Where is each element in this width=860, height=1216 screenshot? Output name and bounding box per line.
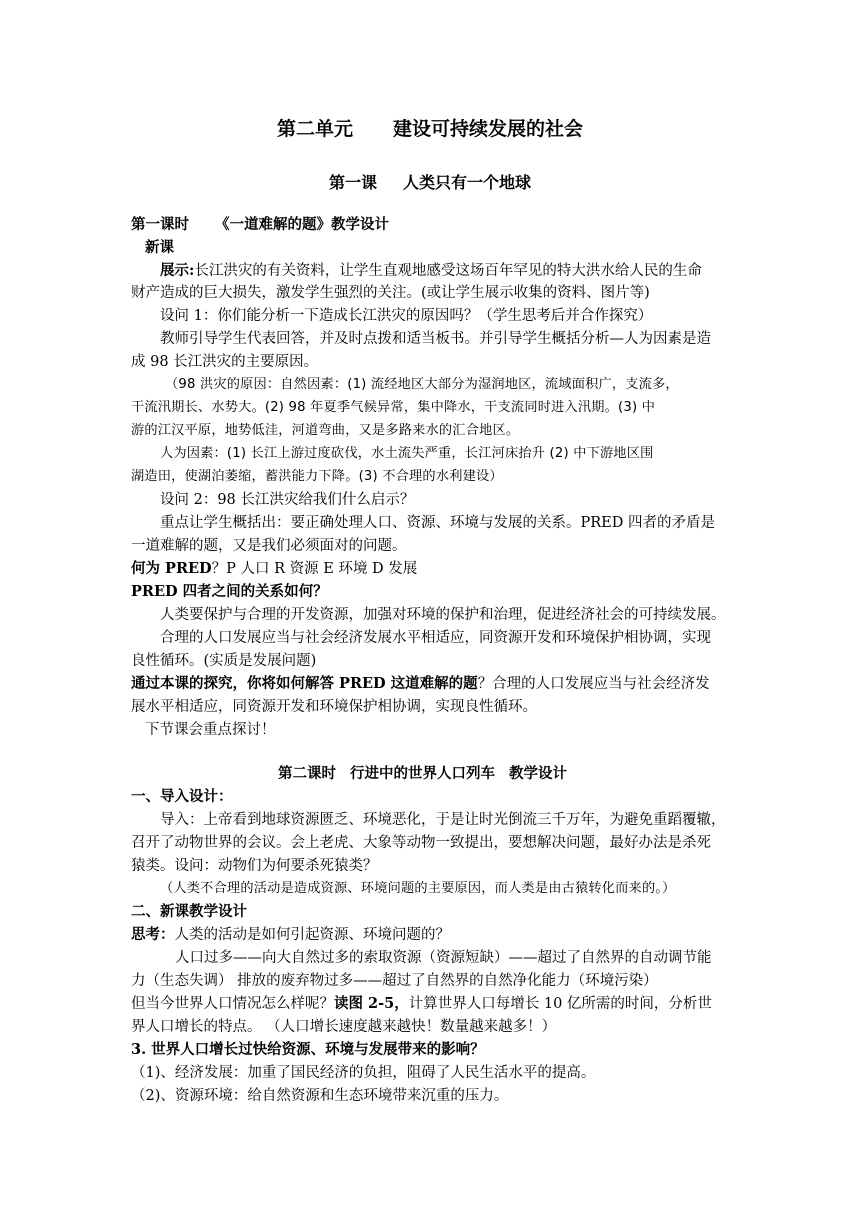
period-1-title: 《一道难解的题》教学设计 bbox=[215, 216, 389, 233]
text-span: 人类的活动是如何引起资源、环境问题的？ bbox=[174, 927, 450, 943]
pred-definition bbox=[131, 559, 417, 579]
section-2-heading: 二、新课教学设计 bbox=[131, 903, 247, 920]
paragraph-line: 展水平相适应，同资源开发和环境保护相协调，实现良性循环。 bbox=[131, 699, 537, 715]
summary-line bbox=[131, 674, 710, 694]
section-3-heading: 3. 世界人口增长过快给资源、环境与发展带来的影响？ bbox=[131, 1041, 485, 1058]
paragraph-line: 人口过多——向大自然过多的索取资源（资源短缺）——超过了自然界的自动调节能 bbox=[175, 950, 712, 966]
causes-line: 湖造田，使湖泊萎缩，蓄洪能力下降。(3) 不合理的水利建设） bbox=[131, 469, 503, 484]
text-span: 长江洪灾的有关资料，让学生直观地感受这场百年罕见的特大洪水给人民的生命 bbox=[194, 263, 702, 279]
text-span: ？P 人口 R 资源 E 环境 D 发展 bbox=[211, 561, 418, 577]
paragraph-line bbox=[160, 261, 702, 281]
causes-line: （98 洪灾的原因：自然因素：(1) 流经地区大部分为湿润地区，流域面积广，支流多， bbox=[165, 377, 679, 392]
paragraph-line: 猿类。设问：动物们为何要杀死猿类？ bbox=[131, 858, 378, 874]
think-label: 思考： bbox=[131, 926, 175, 943]
question-2: 设问 2：98 长江洪灾给我们什么启示？ bbox=[160, 492, 415, 508]
paragraph-line: 召开了动物世界的会议。会上老虎、大象等动物一致提出，要想解决问题，最好办法是杀死 bbox=[131, 835, 711, 851]
text-span: 计算世界人口每增长 10 亿所需的时间，分析世 bbox=[408, 996, 712, 1012]
pred-relation-heading: PRED 四者之间的关系如何？ bbox=[131, 583, 328, 600]
paragraph-line: 力（生态失调） 排放的废弃物过多——超过了自然界的自然净化能力（环境污染） bbox=[131, 973, 658, 989]
impact-environment: （2)、资源环境：给自然资源和生态环境带来沉重的压力。 bbox=[131, 1088, 509, 1104]
period-2-number: 第二课时 bbox=[278, 765, 336, 782]
unit-title bbox=[0, 117, 860, 141]
summary-question: 通过本课的探究，你将如何解答 PRED 这道难解的题 bbox=[131, 675, 478, 692]
lesson-title bbox=[0, 172, 860, 194]
period-1-number: 第一课时 bbox=[131, 216, 189, 233]
answer-line: （人类不合理的活动是造成资源、环境问题的主要原因，而人类是由古猿转化而来的。） bbox=[160, 881, 676, 896]
paragraph-line: 界人口增长的特点。 （人口增长速度越来越快！数量越来越多！） bbox=[131, 1019, 557, 1035]
causes-line: 干流汛期长、水势大。(2) 98 年夏季气候异常，集中降水，干支流同时进入汛期。(3) 中 bbox=[131, 400, 656, 415]
paragraph-line: 导入：上帝看到地球资源匮乏、环境恶化，于是让时光倒流三千万年，为避免重蹈覆辙， bbox=[160, 812, 726, 828]
paragraph-line: 成 98 长江洪灾的主要原因。 bbox=[131, 354, 319, 370]
period-1-heading bbox=[131, 215, 389, 235]
paragraph-line: 人类要保护与合理的开发资源，加强对环境的保护和治理，促进经济社会的可持续发展。 bbox=[160, 607, 726, 623]
text-span: ？合理的人口发展应当与社会经济发 bbox=[477, 676, 710, 692]
question-1: 设问 1：你们能分析一下造成长江洪灾的原因吗？（学生思考后并合作探究） bbox=[160, 308, 653, 324]
show-label: 展示: bbox=[160, 262, 195, 279]
causes-line: 游的江汉平原，地势低洼，河道弯曲，又是多路来水的汇合地区。 bbox=[131, 423, 520, 438]
causes-line: 人为因素：(1) 长江上游过度砍伐，水土流失严重，长江河床抬升 (2) 中下游地区围 bbox=[160, 446, 654, 461]
impact-economy: （1)、经济发展：加重了国民经济的负担，阻碍了人民生活水平的提高。 bbox=[131, 1065, 596, 1081]
period-2-suffix: 教学设计 bbox=[509, 765, 567, 782]
think-line bbox=[131, 925, 450, 945]
lesson-name: 人类只有一个地球 bbox=[403, 173, 532, 192]
next-class-note: 下节课会重点探讨！ bbox=[145, 722, 276, 738]
unit-number: 第二单元 bbox=[276, 118, 353, 140]
figure-reference: 读图 2-5， bbox=[334, 995, 409, 1012]
period-2-heading bbox=[278, 764, 567, 784]
paragraph-line: 一道难解的题，又是我们必须面对的问题。 bbox=[131, 538, 407, 554]
unit-name: 建设可持续发展的社会 bbox=[393, 118, 584, 140]
paragraph-line: 教师引导学生代表回答，并及时点拨和适当板书。并引导学生概括分析—人为因素是造 bbox=[160, 331, 711, 347]
paragraph-line: 良性循环。(实质是发展问题) bbox=[131, 653, 317, 669]
pred-label: 何为 PRED bbox=[131, 560, 212, 577]
text-span: 但当今世界人口情况怎么样呢？ bbox=[131, 996, 334, 1012]
lesson-number: 第一课 bbox=[328, 173, 377, 192]
paragraph-line: 重点让学生概括出：要正确处理人口、资源、环境与发展的关系。PRED 四者的矛盾是 bbox=[160, 515, 715, 531]
paragraph-line: 合理的人口发展应当与社会经济发展水平相适应，同资源开发和环境保护相协调，实现 bbox=[160, 630, 711, 646]
section-1-heading: 一、导入设计： bbox=[131, 788, 233, 805]
new-lesson-label: 新课 bbox=[145, 239, 174, 256]
figure-question bbox=[131, 994, 712, 1014]
paragraph-line: 财产造成的巨大损失，激发学生强烈的关注。(或让学生展示收集的资料、图片等) bbox=[131, 285, 650, 301]
period-2-title: 行进中的世界人口列车 bbox=[350, 765, 495, 782]
